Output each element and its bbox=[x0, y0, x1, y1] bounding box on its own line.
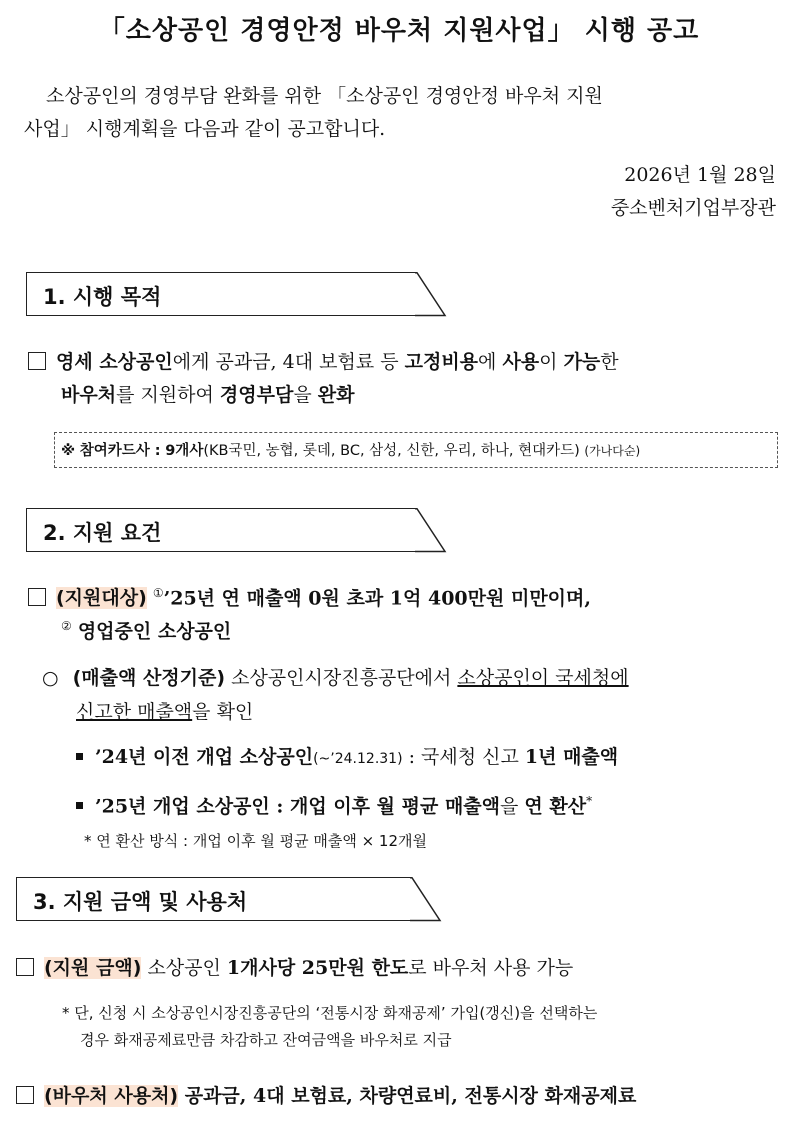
issuer: 중소벤처기업부장관 bbox=[610, 197, 776, 219]
target-line-2: ② 영업중인 소상공인 bbox=[61, 619, 232, 643]
section-3-header bbox=[16, 877, 412, 921]
intro-line-1: 소상공인의 경영부담 완화를 위한 「소상공인 경영안정 바우처 지원 bbox=[46, 85, 603, 107]
bullet-2025: ’25년 개업 소상공인 : 개업 이후 월 평균 매출액을 연 환산* bbox=[76, 786, 592, 822]
revenue-basis-line-1: ○ (매출액 산정기준) 소상공인시장진흥공단에서 소상공인이 국세청에 bbox=[42, 667, 629, 689]
page-title: 「소상공인 경영안정 바우처 지원사업」 시행 공고 bbox=[98, 16, 700, 46]
announcement-date: 2026년 1월 28일 bbox=[624, 164, 776, 186]
section-3-title: 3. 지원 금액 및 사용처 bbox=[33, 890, 248, 914]
purpose-paragraph-line-2: 바우처를 지원하여 경영부담을 완화 bbox=[61, 384, 355, 406]
target-line-1: (지원대상) ①’25년 연 매출액 0원 초과 1억 400만원 미만이며, bbox=[28, 578, 788, 614]
header-slant-decoration bbox=[415, 272, 447, 317]
section-1-header bbox=[26, 272, 417, 316]
purpose-paragraph-line-1: 영세 소상공인에게 공과금, 4대 보험료 등 고정비용에 사용이 가능한 bbox=[28, 347, 788, 378]
deduction-note-line-2: 경우 화재공제료만큼 차감하고 잔여금액을 바우처로 지급 bbox=[80, 1031, 452, 1049]
square-bullet-icon bbox=[76, 753, 83, 760]
annualization-note: * 연 환산 방식 : 개업 이후 월 평균 매출액 × 12개월 bbox=[84, 832, 427, 850]
usage-line: (바우처 사용처) 공과금, 4대 보험료, 차량연료비, 전통시장 화재공제료 bbox=[16, 1081, 791, 1112]
deduction-note-line-1: * 단, 신청 시 소상공인시장진흥공단의 ‘전통시장 화재공제’ 가입(갱신)을 선택하는 bbox=[62, 1004, 598, 1022]
circle-bullet-icon: ○ bbox=[42, 667, 59, 689]
revenue-basis-line-2: 신고한 매출액을 확인 bbox=[76, 701, 254, 723]
checkbox-square-icon bbox=[28, 588, 46, 606]
checkbox-square-icon bbox=[28, 352, 46, 370]
amount-line: (지원 금액) 소상공인 1개사당 25만원 한도로 바우처 사용 가능 bbox=[16, 953, 786, 984]
header-slant-decoration bbox=[410, 877, 442, 922]
checkbox-square-icon bbox=[16, 1086, 34, 1104]
square-bullet-icon bbox=[76, 802, 83, 809]
header-slant-decoration bbox=[415, 508, 447, 553]
checkbox-square-icon bbox=[16, 958, 34, 976]
section-2-title: 2. 지원 요건 bbox=[43, 521, 162, 545]
intro-line-2: 사업」 시행계획을 다음과 같이 공고합니다. bbox=[24, 118, 386, 140]
bullet-2024: ’24년 이전 개업 소상공인(~’24.12.31) : 국세청 신고 1년 매출액 bbox=[76, 742, 618, 775]
section-2-header bbox=[26, 508, 417, 552]
section-1-title: 1. 시행 목적 bbox=[43, 285, 162, 309]
card-companies-note: ※ 참여카드사 : 9개사(KB국민, 농협, 롯데, BC, 삼성, 신한, 우리, 하나, 현대카드) (가나다순) bbox=[54, 432, 778, 468]
